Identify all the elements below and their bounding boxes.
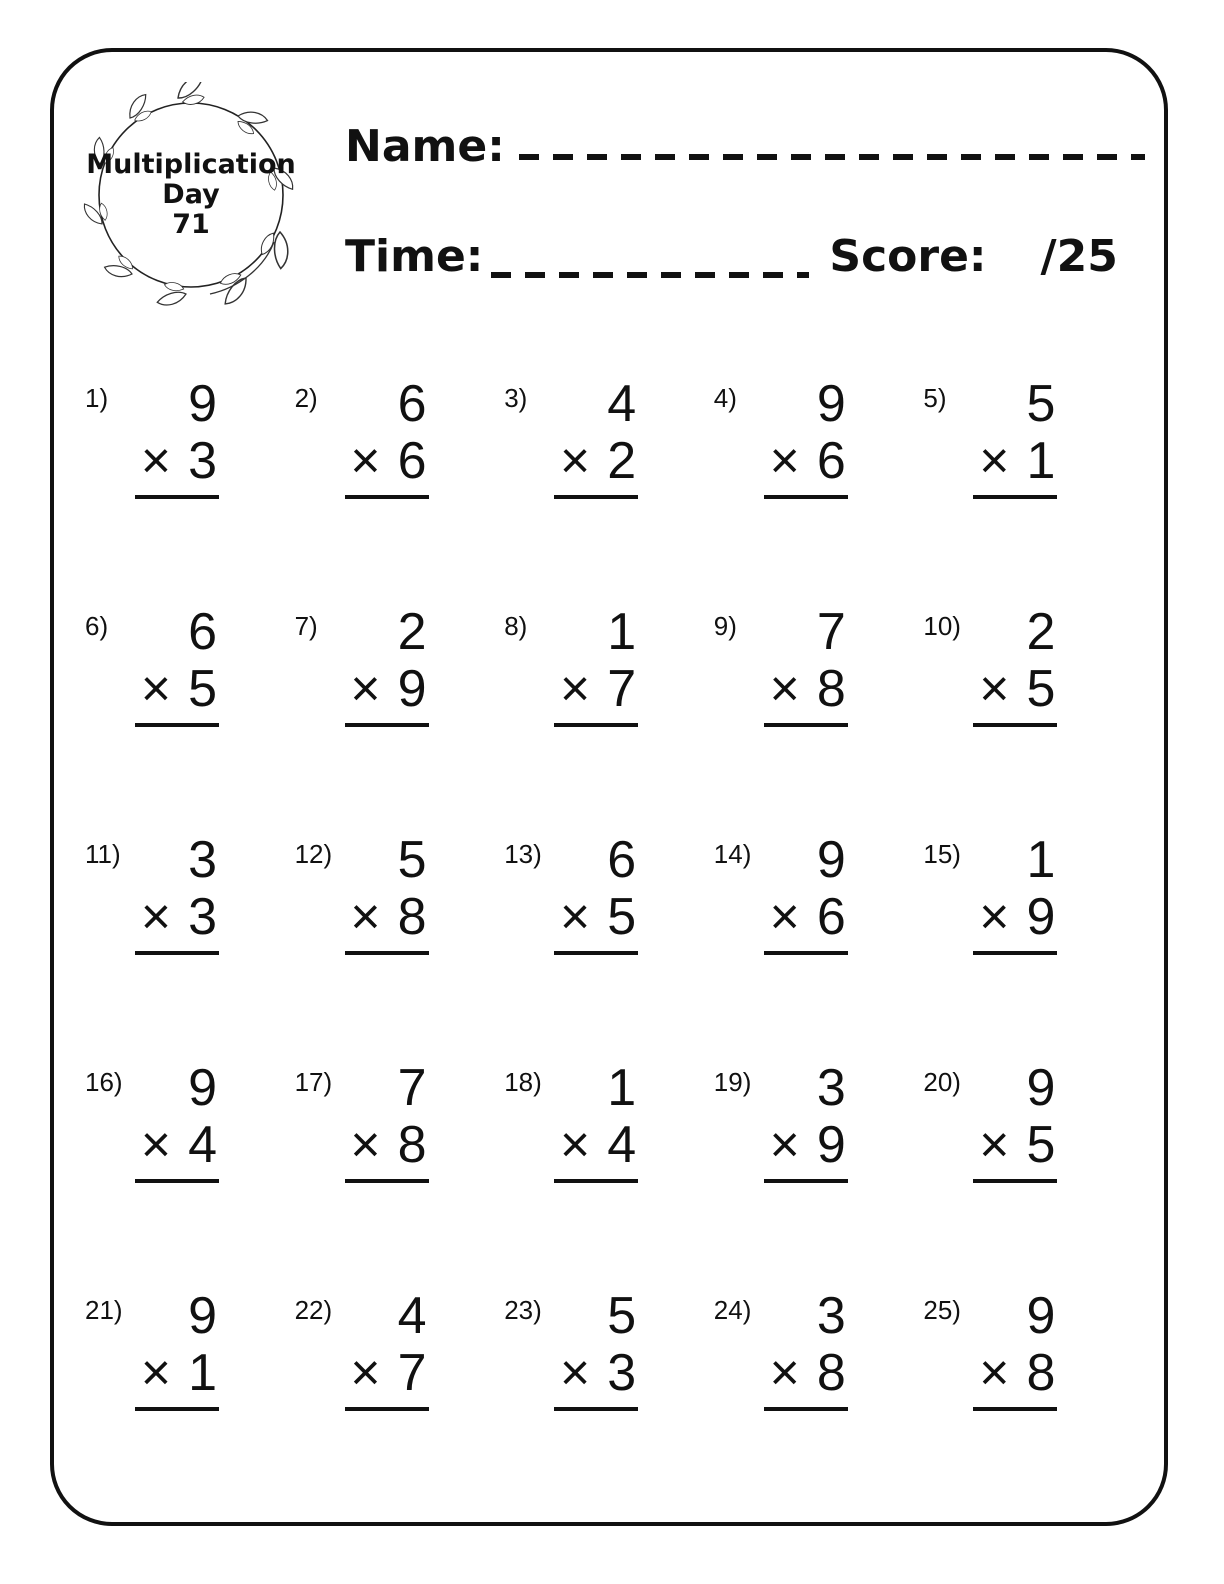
- problem-cell: [923, 604, 1133, 832]
- answer-line: [973, 495, 1057, 499]
- logo-title-line3: 71: [172, 209, 210, 241]
- multiply-icon: ×: [350, 1344, 381, 1402]
- multiplier: 9: [1026, 888, 1056, 946]
- multiplicand: 7: [397, 1059, 427, 1117]
- multiplier-row: [295, 1345, 429, 1402]
- multiplier: 6: [397, 432, 427, 490]
- problem: [714, 1288, 848, 1411]
- multiply-icon: ×: [979, 432, 1010, 490]
- multiply-icon: ×: [769, 1344, 800, 1402]
- multiplier: 5: [1026, 1116, 1056, 1174]
- answer-line: [554, 1179, 638, 1183]
- problem: [295, 832, 429, 955]
- problem-cell: [295, 832, 505, 1060]
- time-score-row: [345, 218, 1145, 282]
- problem-number: 23): [504, 1295, 542, 1325]
- multiplicand: 1: [607, 1059, 637, 1117]
- problem-cell: [714, 376, 924, 604]
- name-row: [345, 108, 1145, 172]
- problem-number: 13): [504, 839, 542, 869]
- problem-number: 21): [85, 1295, 123, 1325]
- answer-line: [345, 951, 429, 955]
- answer-line: [345, 723, 429, 727]
- problem-number: 2): [294, 383, 318, 413]
- problem: [923, 604, 1057, 727]
- answer-line: [135, 723, 219, 727]
- multiplicand: 5: [607, 1287, 637, 1345]
- multiply-icon: ×: [559, 660, 591, 718]
- problem-cell: [295, 1060, 505, 1288]
- multiply-icon: ×: [979, 888, 1010, 946]
- multiply-icon: ×: [140, 660, 172, 718]
- problem: [923, 1288, 1057, 1411]
- multiplier-row: [714, 1345, 848, 1402]
- multiplicand: 9: [188, 1287, 217, 1345]
- multiply-icon: ×: [140, 888, 172, 946]
- problem-cell: [923, 1060, 1133, 1288]
- problem: [85, 1060, 219, 1183]
- time-label: Time:: [345, 231, 484, 282]
- problem-cell: [923, 376, 1133, 604]
- multiply-icon: ×: [979, 1116, 1010, 1174]
- multiplicand: 2: [397, 603, 427, 661]
- problem-number: 8): [504, 611, 528, 641]
- multiply-icon: ×: [979, 1344, 1010, 1402]
- problem: [923, 832, 1057, 955]
- problem-number: 1): [85, 383, 109, 413]
- name-blank-line: [519, 154, 1145, 160]
- problem-number: 10): [923, 611, 961, 641]
- multiplier-row: [295, 889, 429, 946]
- answer-line: [554, 1407, 638, 1411]
- problem-number: 17): [294, 1067, 333, 1097]
- multiplicand: 6: [607, 831, 637, 889]
- multiplier: 8: [397, 888, 427, 946]
- multiplicand: 9: [188, 375, 217, 433]
- multiplier-row: [85, 1345, 219, 1402]
- answer-line: [764, 951, 848, 955]
- answer-line: [345, 1179, 429, 1183]
- problem-number: 14): [713, 839, 752, 869]
- problem-cell: [85, 1288, 295, 1516]
- multiply-icon: ×: [769, 1116, 800, 1174]
- answer-line: [973, 1407, 1057, 1411]
- multiplier-row: [295, 661, 429, 718]
- problem-number: 9): [713, 611, 737, 641]
- multiplier-row: [85, 889, 219, 946]
- problem-number: 6): [85, 611, 109, 641]
- multiplier: 9: [397, 660, 427, 718]
- answer-line: [554, 723, 638, 727]
- problem-cell: [923, 1288, 1133, 1516]
- multiplier-row: [85, 433, 219, 490]
- multiply-icon: ×: [350, 432, 381, 490]
- multiplier-row: [504, 661, 638, 718]
- multiplier-row: [504, 433, 638, 490]
- multiplier: 5: [188, 660, 217, 718]
- multiplier: 3: [188, 888, 217, 946]
- multiplier-row: [714, 889, 848, 946]
- answer-line: [764, 1179, 848, 1183]
- problem-number: 25): [923, 1295, 961, 1325]
- multiplier: 4: [188, 1116, 217, 1174]
- multiplier: 3: [607, 1344, 637, 1402]
- answer-line: [764, 495, 848, 499]
- logo-title-line2: Day: [162, 178, 220, 210]
- problem-cell: [85, 1060, 295, 1288]
- multiplicand: 6: [397, 375, 427, 433]
- problem-cell: [714, 604, 924, 832]
- multiply-icon: ×: [769, 888, 800, 946]
- problem-number: 18): [504, 1067, 542, 1097]
- problem-cell: [714, 832, 924, 1060]
- problem: [714, 604, 848, 727]
- answer-line: [554, 495, 638, 499]
- problem-number: 15): [923, 839, 961, 869]
- multiplicand: 9: [816, 831, 846, 889]
- multiply-icon: ×: [350, 1116, 381, 1174]
- multiply-icon: ×: [769, 660, 800, 718]
- multiplier: 1: [1026, 432, 1056, 490]
- problem: [504, 604, 638, 727]
- multiplier-row: [504, 1345, 638, 1402]
- multiplicand: 9: [188, 1059, 217, 1117]
- problem-number: 11): [85, 839, 121, 869]
- multiplicand: 9: [1026, 1059, 1056, 1117]
- problem-cell: [85, 376, 295, 604]
- multiplicand: 1: [607, 603, 637, 661]
- problem: [295, 1060, 429, 1183]
- answer-line: [135, 1179, 219, 1183]
- multiplier-row: [714, 661, 848, 718]
- multiply-icon: ×: [559, 888, 591, 946]
- multiplier: 8: [816, 660, 846, 718]
- multiply-icon: ×: [140, 1116, 172, 1174]
- logo-title-line1: Multiplication: [86, 148, 296, 180]
- multiply-icon: ×: [979, 660, 1010, 718]
- multiplicand: 5: [1026, 375, 1056, 433]
- multiplier-row: [714, 433, 848, 490]
- multiplier: 1: [188, 1344, 217, 1402]
- multiplier: 9: [816, 1116, 846, 1174]
- problem-number: 5): [923, 383, 947, 413]
- multiply-icon: ×: [350, 660, 381, 718]
- multiplicand: 3: [816, 1059, 846, 1117]
- problem: [504, 832, 638, 955]
- answer-line: [973, 951, 1057, 955]
- problem: [295, 1288, 429, 1411]
- multiply-icon: ×: [140, 1344, 172, 1402]
- problem-cell: [295, 1288, 505, 1516]
- multiplier: 5: [1026, 660, 1056, 718]
- multiply-icon: ×: [140, 432, 172, 490]
- problem-cell: [85, 832, 295, 1060]
- problem: [295, 376, 429, 499]
- multiplier-row: [85, 661, 219, 718]
- problem-cell: [85, 604, 295, 832]
- logo-wreath: [78, 82, 304, 308]
- multiplier-row: [504, 1117, 638, 1174]
- multiply-icon: ×: [350, 888, 381, 946]
- multiplier: 2: [607, 432, 637, 490]
- problem-number: 16): [85, 1067, 123, 1097]
- problem-number: 20): [923, 1067, 961, 1097]
- logo-text: [78, 82, 304, 308]
- problem-cell: [714, 1288, 924, 1516]
- score-label: Score:: [829, 231, 987, 282]
- problem: [923, 1060, 1057, 1183]
- multiply-icon: ×: [559, 432, 591, 490]
- problem: [714, 376, 848, 499]
- multiplicand: 5: [397, 831, 427, 889]
- multiplier-row: [923, 889, 1057, 946]
- answer-line: [135, 495, 219, 499]
- answer-line: [345, 1407, 429, 1411]
- problem: [714, 832, 848, 955]
- answer-line: [135, 1407, 219, 1411]
- multiplicand: 1: [1026, 831, 1056, 889]
- answer-line: [973, 1179, 1057, 1183]
- problem-number: 7): [294, 611, 318, 641]
- problem: [504, 1288, 638, 1411]
- problem-number: 3): [504, 383, 528, 413]
- multiplier-row: [923, 433, 1057, 490]
- problem: [923, 376, 1057, 499]
- multiplicand: 4: [607, 375, 637, 433]
- problem: [85, 604, 219, 727]
- multiplicand: 2: [1026, 603, 1056, 661]
- multiplier-row: [923, 661, 1057, 718]
- problem-cell: [504, 1288, 714, 1516]
- multiplier: 8: [397, 1116, 427, 1174]
- multiplier: 3: [188, 432, 217, 490]
- problem: [714, 1060, 848, 1183]
- multiplier: 6: [816, 888, 846, 946]
- multiply-icon: ×: [769, 432, 800, 490]
- multiplicand: 9: [1026, 1287, 1056, 1345]
- answer-line: [764, 1407, 848, 1411]
- worksheet-header: [345, 108, 1145, 282]
- problem: [85, 376, 219, 499]
- answer-line: [764, 723, 848, 727]
- multiplicand: 6: [188, 603, 217, 661]
- answer-line: [345, 495, 429, 499]
- problem-cell: [714, 1060, 924, 1288]
- multiplier-row: [504, 889, 638, 946]
- multiplicand: 7: [816, 603, 846, 661]
- multiplier-row: [923, 1117, 1057, 1174]
- problem: [504, 1060, 638, 1183]
- multiplier-row: [85, 1117, 219, 1174]
- multiplier: 8: [816, 1344, 846, 1402]
- multiplicand: 4: [397, 1287, 427, 1345]
- problem-number: 24): [713, 1295, 752, 1325]
- multiplier: 7: [397, 1344, 427, 1402]
- multiplier: 4: [607, 1116, 637, 1174]
- multiplier: 7: [607, 660, 637, 718]
- multiplier-row: [295, 1117, 429, 1174]
- problem-cell: [504, 832, 714, 1060]
- answer-line: [554, 951, 638, 955]
- answer-line: [973, 723, 1057, 727]
- problem: [295, 604, 429, 727]
- multiplier-row: [714, 1117, 848, 1174]
- multiplier-row: [295, 433, 429, 490]
- problem-number: 22): [294, 1295, 333, 1325]
- problem-number: 12): [294, 839, 333, 869]
- multiplicand: 9: [816, 375, 846, 433]
- multiplier: 5: [607, 888, 637, 946]
- problem: [504, 376, 638, 499]
- problem-number: 19): [713, 1067, 752, 1097]
- problem-cell: [504, 604, 714, 832]
- problem-cell: [504, 1060, 714, 1288]
- multiplier-row: [923, 1345, 1057, 1402]
- problem: [85, 832, 219, 955]
- multiply-icon: ×: [559, 1116, 591, 1174]
- problem-cell: [504, 376, 714, 604]
- multiplicand: 3: [188, 831, 217, 889]
- problem-number: 4): [713, 383, 737, 413]
- problem: [85, 1288, 219, 1411]
- problem-cell: [923, 832, 1133, 1060]
- name-label: Name:: [345, 121, 505, 172]
- multiplier: 6: [816, 432, 846, 490]
- multiplicand: 3: [816, 1287, 846, 1345]
- multiplier: 8: [1026, 1344, 1056, 1402]
- problem-cell: [295, 376, 505, 604]
- score-total: /25: [1040, 231, 1118, 282]
- multiply-icon: ×: [559, 1344, 591, 1402]
- answer-line: [135, 951, 219, 955]
- problem-cell: [295, 604, 505, 832]
- time-blank-line: [491, 272, 809, 278]
- problems-grid: [85, 376, 1133, 1516]
